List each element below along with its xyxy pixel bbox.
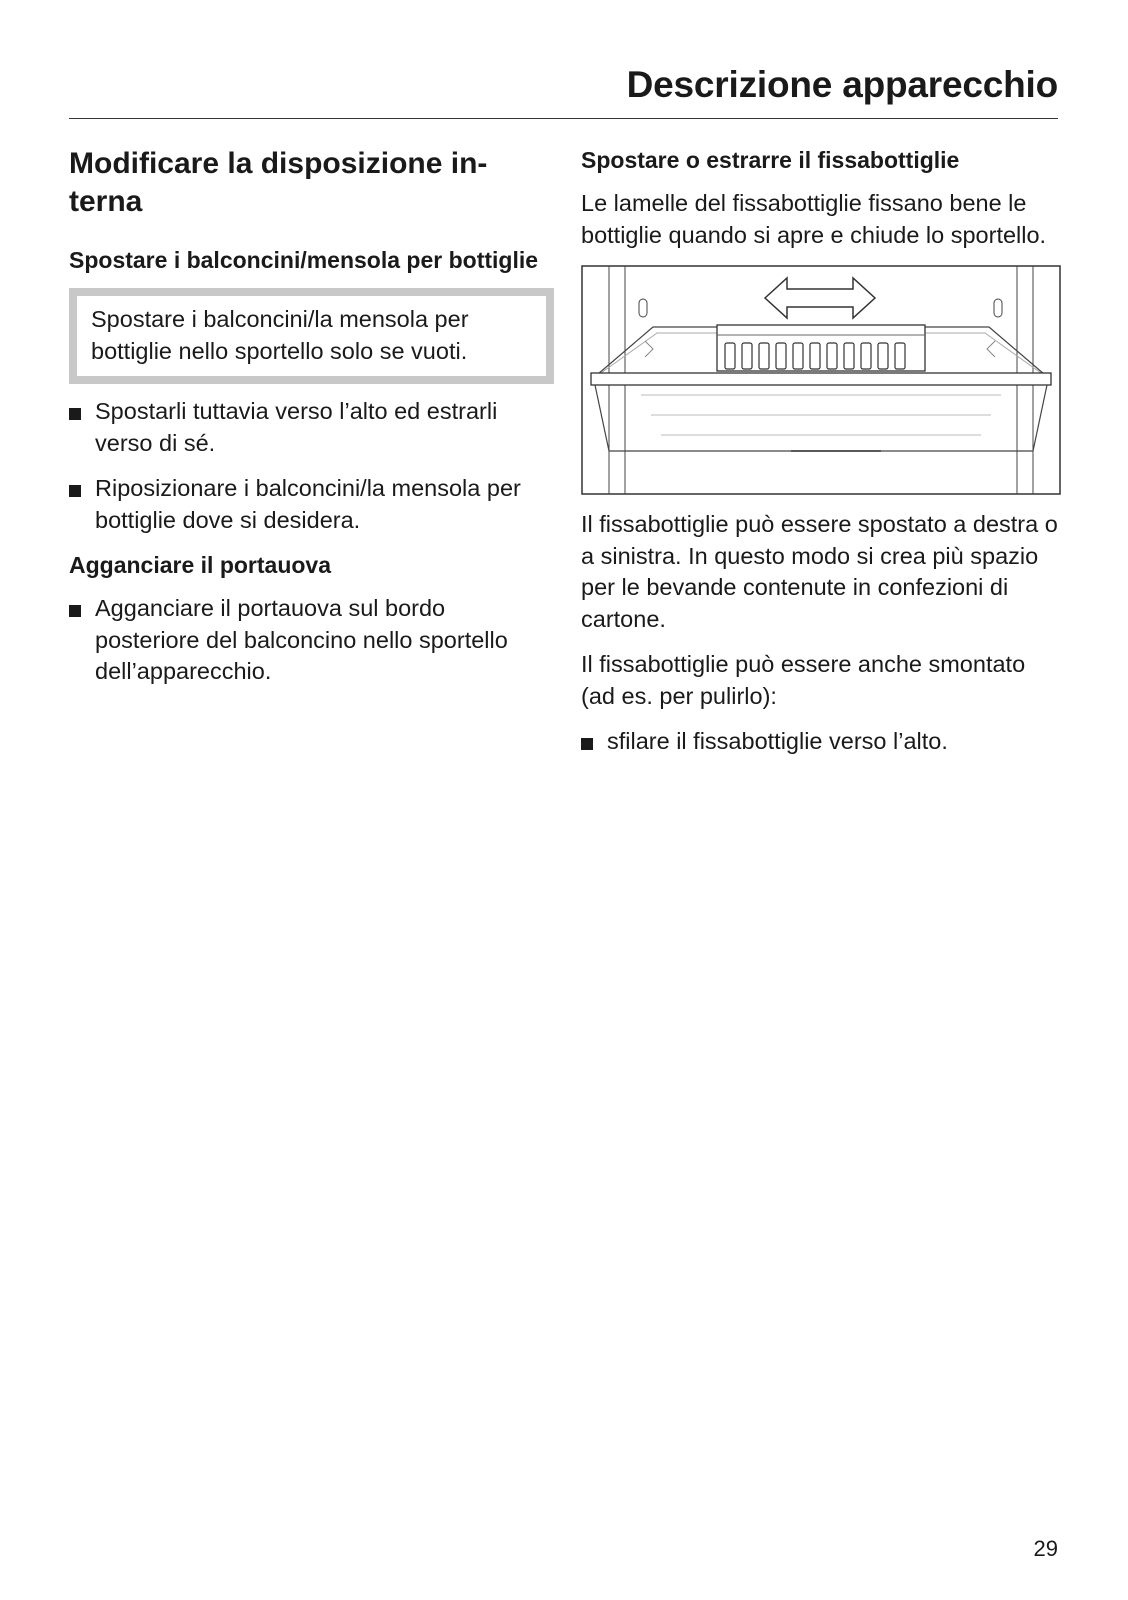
bottle-holder-drawing <box>581 265 1061 495</box>
bullet-square-icon <box>69 408 81 420</box>
balconcini-steps <box>69 396 554 536</box>
fissabottiglie-heading: Spostare o estrarre il fissabottiglie <box>581 147 960 173</box>
page-number: 29 <box>1033 1536 1058 1561</box>
notice-box: Spostare i balconcini/la mensola per bottiglie nello sportello solo se vuoti. <box>69 288 554 384</box>
bullet-square-icon <box>581 738 593 750</box>
section-title <box>69 145 554 221</box>
bullet-square-icon <box>69 485 81 497</box>
list-item-text: Riposizionare i balconcini/la mensola per bottiglie dove si desidera. <box>95 475 521 533</box>
bullet-square-icon <box>69 605 81 617</box>
balconcini-heading: Spostare i balconcini/mensola per bottiglie <box>69 247 539 273</box>
list-item-text: sfilare il fissabottiglie verso l’alto. <box>607 728 948 754</box>
section-title-line2: terna <box>69 185 143 218</box>
left-column <box>69 145 554 702</box>
list-item <box>69 593 554 688</box>
list-item <box>69 473 554 536</box>
portauova-heading: Agganciare il portauova <box>69 552 332 578</box>
section-title-line1: Modificare la disposizione in- <box>69 147 488 180</box>
fissabottiglie-intro: Le lamelle del fissabottiglie fissano bene le bottiglie quando si apre e chiude lo sportello. <box>581 190 1047 248</box>
header-divider <box>69 118 1058 119</box>
fissabottiglie-para-2: Il fissabottiglie può essere anche smontato (ad es. per pulirlo): <box>581 651 1026 709</box>
page-header-title: Descrizione apparecchio <box>626 64 1058 105</box>
right-column <box>581 145 1061 772</box>
fissabottiglie-steps <box>581 726 1061 758</box>
bottle-holder-illustration <box>581 265 1061 495</box>
list-item-text: Spostarli tuttavia verso l’alto ed estrarli verso di sé. <box>95 398 498 456</box>
fissabottiglie-para-1: Il fissabottiglie può essere spostato a destra o a sinistra. In questo modo si crea più spazio per le bevande contenute in confezioni di cartone. <box>581 511 1058 632</box>
list-item <box>69 396 554 459</box>
list-item <box>581 726 1061 758</box>
portauova-steps <box>69 593 554 688</box>
list-item-text: Agganciare il portauova sul bordo posteriore del balconcino nello sportello dell’apparecchio. <box>95 595 508 684</box>
